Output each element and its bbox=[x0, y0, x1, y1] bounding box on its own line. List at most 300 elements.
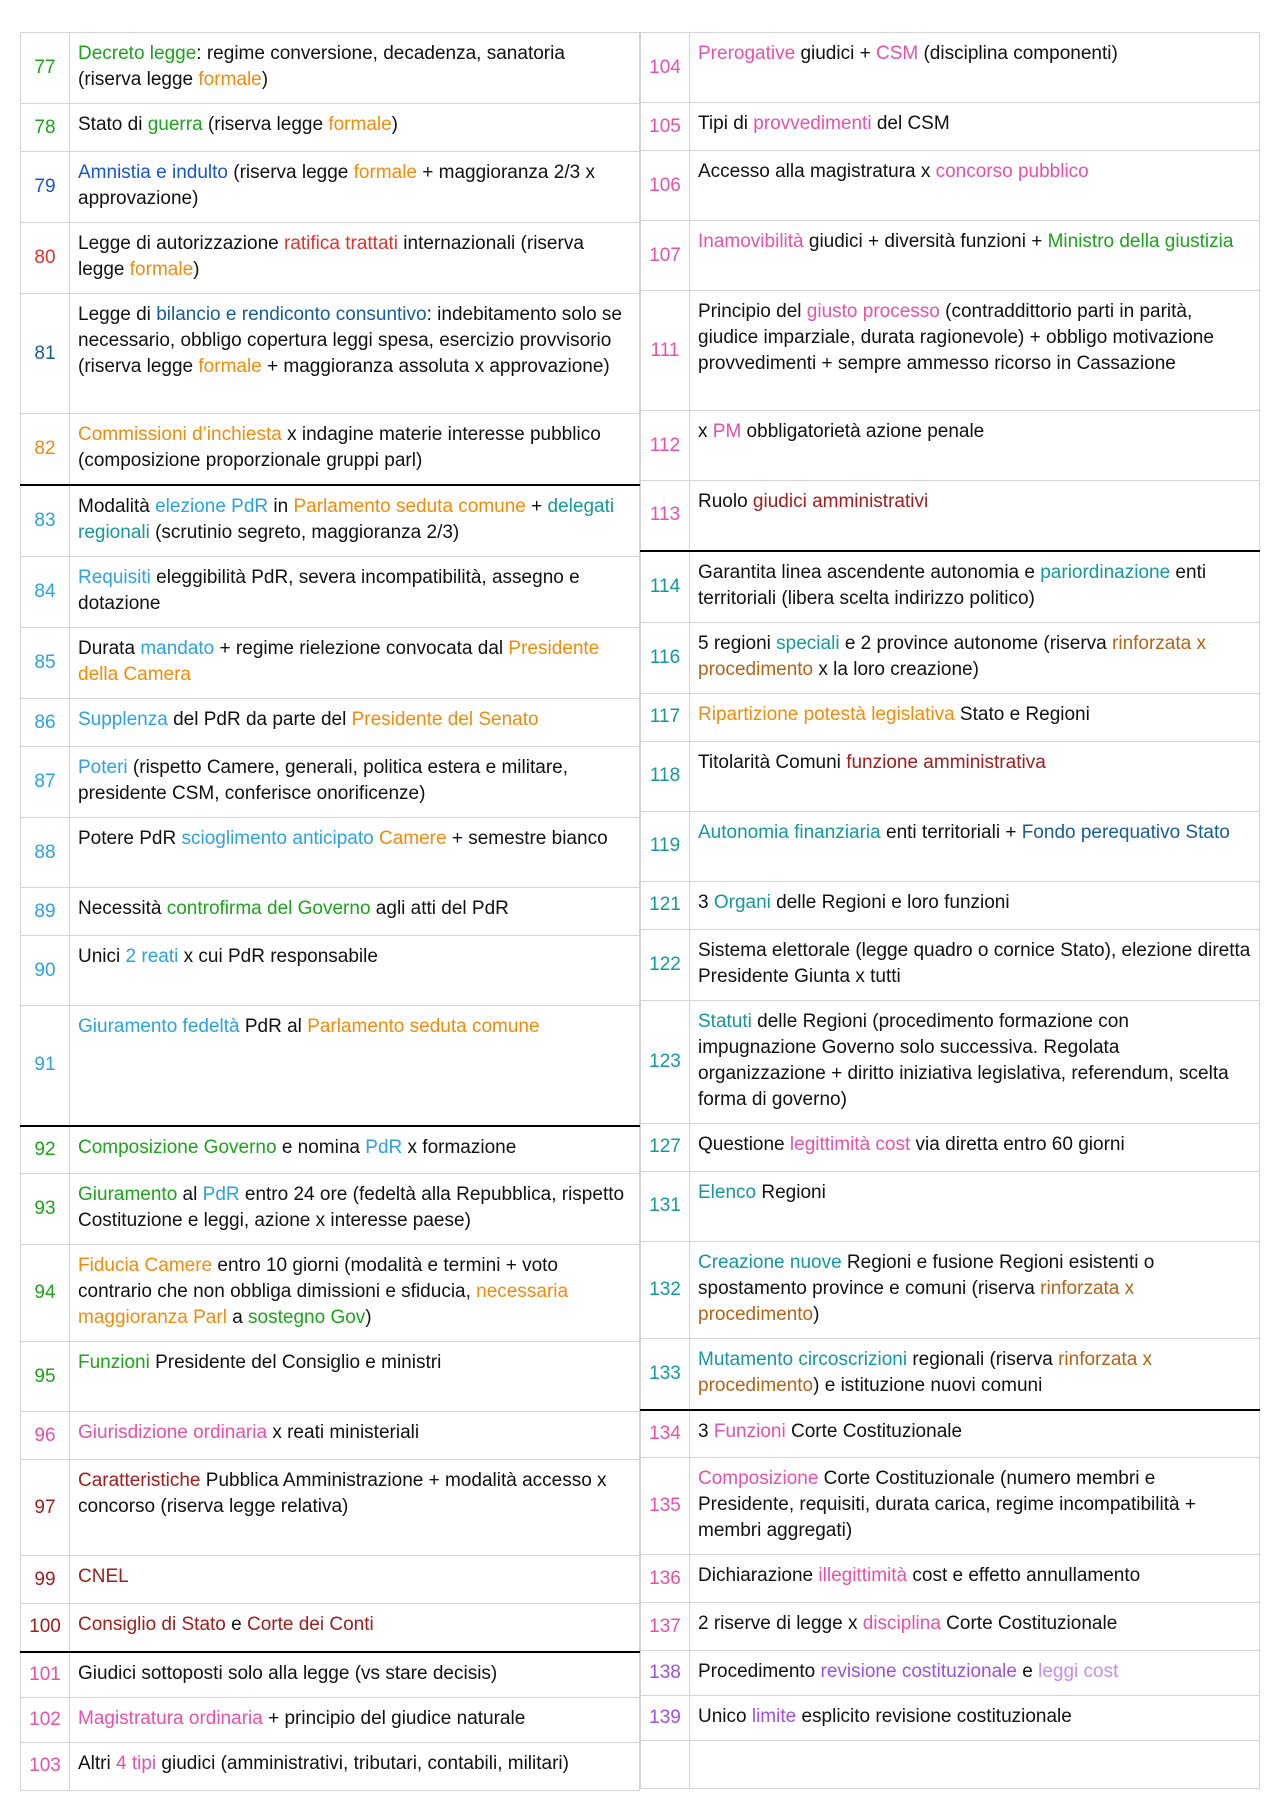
article-number-cell bbox=[21, 818, 70, 888]
description-segment: enti territoriali + bbox=[880, 821, 1022, 843]
article-number-cell bbox=[641, 1603, 690, 1651]
article-number-cell bbox=[641, 1458, 690, 1555]
description-segment: ratifica trattati bbox=[283, 233, 399, 254]
article-description bbox=[690, 811, 1260, 881]
article-description bbox=[70, 1556, 640, 1604]
article-number-cell bbox=[641, 481, 690, 551]
description-segment: giudici + diversità funzioni + bbox=[803, 231, 1048, 252]
article-description bbox=[70, 1006, 640, 1126]
description-segment: Camere bbox=[379, 828, 447, 849]
description-segment: entro 10 giorni (modalità e termini + voto contrario che non obbliga dimissioni e sfiducia, bbox=[78, 1255, 558, 1302]
description-segment: Stato e Regioni bbox=[954, 703, 1090, 725]
article-row bbox=[641, 929, 1260, 1000]
description-segment: speciali bbox=[776, 632, 840, 654]
description-segment: x reati ministeriali bbox=[267, 1422, 420, 1443]
article-description bbox=[690, 1410, 1260, 1458]
article-number-cell bbox=[641, 103, 690, 151]
description-segment: e bbox=[225, 1614, 247, 1635]
article-number-cell bbox=[21, 1174, 70, 1245]
article-description bbox=[70, 1460, 640, 1556]
description-segment: elezione PdR bbox=[155, 496, 269, 517]
article-number-cell bbox=[21, 1245, 70, 1342]
description-segment: Inamovibilità bbox=[698, 231, 804, 252]
article-number-cell bbox=[641, 1696, 690, 1741]
description-segment: Corte dei Conti bbox=[247, 1614, 374, 1635]
article-number-cell bbox=[21, 1412, 70, 1460]
article-description bbox=[690, 741, 1260, 811]
description-segment: + bbox=[525, 496, 548, 517]
description-segment: (disciplina componenti) bbox=[918, 43, 1118, 64]
description-segment: Parlamento seduta comune bbox=[293, 496, 526, 517]
description-segment: illegittimità bbox=[818, 1565, 908, 1586]
article-number: 85 bbox=[34, 652, 56, 673]
article-description bbox=[690, 622, 1260, 693]
article-number-cell bbox=[21, 1342, 70, 1412]
article-number-cell bbox=[641, 1171, 690, 1241]
article-row bbox=[21, 699, 640, 747]
description-segment: Legge di bbox=[78, 304, 157, 325]
article-description bbox=[70, 747, 640, 818]
description-segment: : indebitamento solo se necessario, obbligo copertura leggi spesa, esercizio provvisorio (riserva legge bbox=[78, 304, 622, 377]
description-segment: Magistratura ordinaria bbox=[78, 1707, 263, 1729]
article-row bbox=[21, 485, 640, 557]
description-segment: delle Regioni (procedimento formazione con impugnazione Governo solo successiva. Regolata organizzazione + diritto iniziativa legislativa, referendum, scelta forma di governo) bbox=[698, 1010, 1229, 1110]
article-description bbox=[690, 103, 1260, 151]
article-number: 97 bbox=[34, 1496, 56, 1518]
article-number-cell bbox=[641, 291, 690, 411]
description-segment: (rispetto Camere, generali, politica estera e militare, presidente CSM, conferisce onorificenze) bbox=[78, 757, 568, 804]
article-number: 103 bbox=[29, 1755, 61, 1776]
article-row bbox=[21, 1460, 640, 1556]
description-segment: Parlamento seduta comune bbox=[307, 1016, 540, 1037]
article-number: 133 bbox=[649, 1362, 681, 1384]
description-segment: Statuti bbox=[698, 1010, 752, 1032]
article-row bbox=[21, 1742, 640, 1790]
description-segment: guerra bbox=[147, 114, 203, 135]
article-number-cell bbox=[641, 221, 690, 291]
description-segment: legittimità cost bbox=[789, 1133, 911, 1155]
article-description bbox=[690, 551, 1260, 623]
description-segment: bilancio e rendiconto consuntivo bbox=[156, 304, 427, 325]
article-number-cell bbox=[641, 741, 690, 811]
description-segment: del PdR da parte del bbox=[167, 709, 352, 730]
article-description bbox=[690, 481, 1260, 551]
article-number: 123 bbox=[649, 1050, 681, 1072]
article-number: 139 bbox=[649, 1707, 681, 1728]
description-segment: Supplenza bbox=[78, 709, 168, 730]
description-segment: Commissioni d’inchiesta bbox=[78, 424, 282, 445]
description-segment: Corte Costituzionale bbox=[940, 1613, 1118, 1634]
description-segment: Giudici sottoposti solo alla legge (vs stare decisis) bbox=[78, 1662, 498, 1684]
description-segment: giusto processo bbox=[806, 301, 940, 322]
description-segment: Creazione nuove bbox=[698, 1251, 842, 1273]
description-segment: 2 reati bbox=[125, 946, 179, 967]
description-segment: formale bbox=[198, 69, 262, 90]
article-row bbox=[641, 103, 1260, 151]
article-number-cell bbox=[641, 929, 690, 1000]
article-row bbox=[21, 1697, 640, 1742]
description-segment: concorso pubblico bbox=[935, 161, 1089, 182]
article-number: 111 bbox=[650, 339, 680, 361]
description-segment: x formazione bbox=[402, 1136, 517, 1158]
description-segment: + maggioranza assoluta x approvazione) bbox=[261, 356, 610, 377]
article-row bbox=[21, 1342, 640, 1412]
description-segment: enti territoriali (libera scelta indirizzo politico) bbox=[698, 561, 1207, 609]
description-segment: CSM bbox=[875, 43, 919, 64]
description-segment: entro 24 ore (fedeltà alla Repubblica, rispetto Costituzione e leggi, azione x interesse paese) bbox=[78, 1184, 625, 1231]
description-segment: Ruolo bbox=[698, 491, 753, 512]
article-description bbox=[690, 881, 1260, 929]
description-segment: Durata bbox=[78, 638, 141, 659]
description-segment: in bbox=[268, 496, 294, 517]
article-number-cell bbox=[641, 1000, 690, 1123]
description-segment: disciplina bbox=[862, 1613, 941, 1634]
article-description bbox=[70, 1245, 640, 1342]
description-segment: al bbox=[177, 1184, 203, 1205]
description-segment: necessaria maggioranza Parl bbox=[78, 1281, 569, 1328]
article-number: 113 bbox=[649, 504, 681, 526]
article-number: 87 bbox=[34, 771, 56, 792]
description-segment: Pubblica Amministrazione + modalità accesso x concorso (riserva legge relativa) bbox=[78, 1470, 607, 1517]
article-row bbox=[641, 1410, 1260, 1458]
article-number-cell bbox=[641, 693, 690, 741]
description-segment: x bbox=[698, 421, 713, 442]
description-segment: rinforzata x procedimento bbox=[698, 1348, 1153, 1396]
article-number-cell bbox=[21, 485, 70, 557]
description-segment: Dichiarazione bbox=[698, 1565, 819, 1586]
description-segment: provvedimenti bbox=[753, 113, 872, 134]
article-description bbox=[690, 411, 1260, 481]
description-segment: esplicito revisione costituzionale bbox=[796, 1706, 1072, 1727]
article-description bbox=[690, 1651, 1260, 1696]
description-segment: Potere PdR bbox=[78, 828, 182, 849]
description-segment: Corte Costituzionale (numero membri e Presidente, requisiti, durata carica, regime incompatibilità + membri aggregati) bbox=[698, 1468, 1196, 1541]
article-row bbox=[641, 1651, 1260, 1696]
article-description bbox=[690, 1338, 1260, 1410]
article-description bbox=[70, 414, 640, 486]
article-number-cell bbox=[641, 1123, 690, 1171]
article-number: 94 bbox=[34, 1282, 56, 1303]
article-number: 96 bbox=[34, 1424, 56, 1446]
description-segment: ) bbox=[813, 1303, 820, 1325]
article-number: 137 bbox=[649, 1615, 681, 1637]
article-number: 135 bbox=[649, 1495, 681, 1516]
description-segment: Giurisdizione ordinaria bbox=[78, 1422, 268, 1443]
description-segment: (contraddittorio parti in parità, giudice imparziale, durata ragionevole) + obbligo motivazione provvedimenti + sempre ammesso ricorso in Cassazione bbox=[698, 301, 1214, 374]
description-segment: Mutamento circoscrizioni bbox=[698, 1348, 908, 1370]
description-segment: scioglimento anticipato bbox=[181, 828, 374, 849]
article-row bbox=[21, 557, 640, 628]
description-segment: regionali (riserva bbox=[907, 1348, 1059, 1370]
article-description bbox=[690, 151, 1260, 221]
article-number: 90 bbox=[34, 959, 56, 981]
article-row bbox=[641, 411, 1260, 481]
article-row bbox=[641, 622, 1260, 693]
description-segment: x la loro creazione) bbox=[813, 658, 979, 680]
description-segment: Consiglio di Stato bbox=[78, 1614, 226, 1635]
article-number: 91 bbox=[34, 1054, 56, 1076]
description-segment: Organi bbox=[713, 891, 771, 913]
article-row bbox=[641, 291, 1260, 411]
description-segment: giudici amministrativi bbox=[752, 491, 929, 512]
description-segment: Autonomia finanziaria bbox=[698, 821, 881, 843]
article-number: 95 bbox=[34, 1365, 56, 1387]
description-segment: PdR bbox=[365, 1136, 403, 1158]
description-segment: delle Regioni e loro funzioni bbox=[770, 891, 1010, 913]
article-number: 118 bbox=[649, 765, 681, 786]
article-row bbox=[21, 1126, 640, 1174]
article-number: 101 bbox=[29, 1663, 61, 1685]
description-segment: (riserva legge bbox=[202, 114, 329, 135]
article-number-cell bbox=[21, 104, 70, 152]
description-segment: formale bbox=[328, 114, 392, 135]
article-number-cell bbox=[21, 936, 70, 1006]
article-number: 117 bbox=[649, 706, 681, 727]
article-number-cell bbox=[21, 1742, 70, 1790]
description-segment: ) bbox=[261, 69, 269, 90]
article-number: 78 bbox=[34, 116, 56, 138]
article-number: 122 bbox=[649, 953, 681, 975]
article-number: 93 bbox=[34, 1198, 56, 1219]
description-segment: delegati regionali bbox=[78, 496, 615, 543]
article-description bbox=[70, 1742, 640, 1790]
description-segment: Funzioni bbox=[713, 1420, 786, 1442]
article-number: 89 bbox=[34, 900, 56, 922]
description-segment: x cui PdR responsabile bbox=[178, 946, 378, 967]
description-segment: Unico bbox=[698, 1706, 752, 1727]
description-segment: Corte Costituzionale bbox=[785, 1420, 963, 1442]
article-row bbox=[21, 1006, 640, 1126]
description-segment: Garantita linea ascendente autonomia e bbox=[698, 561, 1041, 583]
description-segment: Decreto legge bbox=[78, 43, 197, 64]
description-segment: eleggibilità PdR, severa incompatibilità, assegno e dotazione bbox=[78, 567, 580, 614]
article-description bbox=[70, 1412, 640, 1460]
description-segment: PdR al bbox=[239, 1016, 308, 1037]
article-number: 77 bbox=[34, 57, 56, 78]
article-row bbox=[21, 936, 640, 1006]
description-segment: Giuramento fedeltà bbox=[78, 1016, 240, 1037]
description-segment: : regime conversione, decadenza, sanatoria (riserva legge bbox=[78, 43, 565, 90]
article-description bbox=[690, 1555, 1260, 1603]
article-number: 136 bbox=[649, 1567, 681, 1589]
description-segment: PdR bbox=[202, 1184, 240, 1205]
article-number-cell bbox=[641, 1410, 690, 1458]
article-number: 86 bbox=[34, 711, 56, 733]
article-description bbox=[70, 1126, 640, 1174]
article-number: 121 bbox=[649, 894, 681, 915]
article-row bbox=[21, 104, 640, 152]
description-segment: formale bbox=[198, 356, 262, 377]
description-segment: controfirma del Governo bbox=[166, 898, 371, 919]
article-description bbox=[690, 693, 1260, 741]
article-number-cell bbox=[641, 1651, 690, 1696]
description-segment: 3 bbox=[698, 1420, 714, 1442]
description-segment: Necessità bbox=[78, 898, 167, 919]
description-segment: revisione costituzionale bbox=[820, 1661, 1017, 1682]
article-number: 88 bbox=[34, 841, 56, 863]
description-segment: ) bbox=[391, 114, 398, 135]
article-description bbox=[690, 1696, 1260, 1741]
article-number: 84 bbox=[34, 581, 56, 602]
article-number: 102 bbox=[29, 1708, 61, 1730]
article-number: 112 bbox=[649, 434, 681, 456]
article-row bbox=[641, 1555, 1260, 1603]
description-segment: Prerogative bbox=[698, 43, 796, 64]
description-segment: Tipi di bbox=[698, 113, 754, 134]
article-description bbox=[70, 485, 640, 557]
article-row bbox=[641, 221, 1260, 291]
article-number-cell bbox=[21, 1652, 70, 1698]
description-segment: internazionali (riserva legge bbox=[78, 233, 584, 280]
article-row bbox=[641, 1241, 1260, 1338]
description-segment: Accesso alla magistratura x bbox=[698, 161, 936, 182]
article-number-cell bbox=[641, 811, 690, 881]
article-number: 100 bbox=[29, 1616, 61, 1638]
description-segment: Fiducia Camere bbox=[78, 1255, 213, 1276]
article-number-cell bbox=[21, 747, 70, 818]
article-description bbox=[690, 291, 1260, 411]
article-description bbox=[70, 936, 640, 1006]
article-description bbox=[70, 1604, 640, 1652]
article-row bbox=[21, 628, 640, 699]
article-description bbox=[690, 1000, 1260, 1123]
article-row bbox=[641, 33, 1260, 103]
description-segment: Composizione bbox=[698, 1468, 819, 1489]
article-number: 134 bbox=[649, 1422, 681, 1444]
article-number-cell bbox=[21, 152, 70, 223]
description-segment: x indagine materie interesse pubblico (composizione proporzionale gruppi parl) bbox=[78, 424, 601, 471]
article-number-cell bbox=[21, 294, 70, 414]
article-number-cell bbox=[641, 1338, 690, 1410]
description-segment: Presidente della Camera bbox=[78, 638, 600, 685]
article-row bbox=[21, 223, 640, 294]
article-row bbox=[641, 1171, 1260, 1241]
article-description bbox=[690, 1241, 1260, 1338]
article-row bbox=[641, 741, 1260, 811]
description-segment: Legge di autorizzazione bbox=[78, 233, 284, 254]
article-number-cell bbox=[641, 881, 690, 929]
description-segment: e nomina bbox=[276, 1136, 366, 1158]
description-segment: sostegno Gov bbox=[248, 1307, 366, 1328]
article-description bbox=[690, 929, 1260, 1000]
description-segment: (scrutinio segreto, maggioranza 2/3) bbox=[149, 522, 460, 543]
article-description bbox=[690, 1741, 1260, 1789]
article-row bbox=[21, 294, 640, 414]
article-row bbox=[641, 1338, 1260, 1410]
description-segment: + principio del giudice naturale bbox=[262, 1707, 526, 1729]
article-row bbox=[641, 693, 1260, 741]
article-number: 114 bbox=[649, 575, 681, 597]
article-row bbox=[641, 1000, 1260, 1123]
article-number-cell bbox=[641, 151, 690, 221]
article-number: 92 bbox=[34, 1138, 56, 1160]
article-row bbox=[21, 1412, 640, 1460]
description-segment: formale bbox=[353, 162, 417, 183]
article-description bbox=[70, 294, 640, 414]
description-segment: agli atti del PdR bbox=[370, 898, 509, 919]
article-row bbox=[641, 881, 1260, 929]
article-number: 83 bbox=[34, 510, 56, 531]
article-number-cell bbox=[21, 414, 70, 486]
description-segment: ) bbox=[365, 1307, 372, 1328]
article-row bbox=[21, 1245, 640, 1342]
article-description bbox=[70, 1652, 640, 1698]
article-number-cell bbox=[21, 1556, 70, 1604]
article-description bbox=[690, 1458, 1260, 1555]
article-row bbox=[641, 1696, 1260, 1741]
description-segment: Sistema elettorale (legge quadro o cornice Stato), elezione diretta Presidente Giunta x tutti bbox=[698, 939, 1251, 987]
article-number: 119 bbox=[649, 835, 681, 856]
article-description bbox=[70, 888, 640, 936]
article-number-cell bbox=[21, 1460, 70, 1556]
article-number-cell bbox=[21, 557, 70, 628]
description-segment: ) bbox=[193, 259, 200, 280]
article-row bbox=[21, 888, 640, 936]
description-segment: + maggioranza 2/3 x approvazione) bbox=[78, 162, 595, 209]
article-number: 127 bbox=[649, 1136, 681, 1157]
article-description bbox=[70, 818, 640, 888]
article-description bbox=[70, 1174, 640, 1245]
description-segment: Unici bbox=[78, 946, 126, 967]
article-row bbox=[641, 481, 1260, 551]
article-row bbox=[21, 414, 640, 486]
article-description bbox=[70, 1342, 640, 1412]
article-description bbox=[70, 33, 640, 104]
description-segment: formale bbox=[129, 259, 194, 280]
article-description bbox=[70, 699, 640, 747]
article-description bbox=[70, 628, 640, 699]
article-number-cell bbox=[21, 628, 70, 699]
description-segment: Giuramento bbox=[78, 1184, 178, 1205]
article-number-cell bbox=[641, 1241, 690, 1338]
article-row bbox=[641, 551, 1260, 623]
article-description bbox=[690, 1123, 1260, 1171]
article-number: 138 bbox=[649, 1662, 681, 1683]
article-number: 106 bbox=[649, 174, 681, 196]
article-row bbox=[21, 818, 640, 888]
description-segment: a bbox=[226, 1307, 249, 1328]
description-segment: Fondo perequativo Stato bbox=[1021, 821, 1230, 843]
description-segment: Requisiti bbox=[78, 567, 151, 588]
description-segment: rinforzata x procedimento bbox=[698, 1277, 1135, 1325]
description-segment: Altri bbox=[78, 1752, 116, 1774]
article-number-cell bbox=[641, 411, 690, 481]
articles-sheet bbox=[20, 32, 1260, 1791]
description-segment: + semestre bianco bbox=[446, 828, 608, 849]
article-number: 105 bbox=[649, 115, 681, 137]
description-segment: Procedimento bbox=[698, 1661, 821, 1682]
right-column bbox=[640, 32, 1260, 1791]
article-row bbox=[21, 1556, 640, 1604]
article-row bbox=[21, 152, 640, 223]
article-number-cell bbox=[21, 699, 70, 747]
description-segment: 5 regioni bbox=[698, 632, 777, 654]
description-segment: via diretta entro 60 giorni bbox=[910, 1133, 1125, 1155]
article-number-cell bbox=[641, 33, 690, 103]
description-segment: rinforzata x procedimento bbox=[698, 632, 1206, 680]
description-segment: limite bbox=[751, 1706, 797, 1727]
article-number-cell bbox=[21, 888, 70, 936]
article-description bbox=[70, 152, 640, 223]
article-number-cell bbox=[641, 1555, 690, 1603]
article-number: 131 bbox=[649, 1195, 681, 1216]
description-segment: 3 bbox=[698, 891, 714, 913]
article-description bbox=[70, 557, 640, 628]
article-number: 104 bbox=[649, 56, 681, 78]
article-row bbox=[21, 1652, 640, 1698]
description-segment: del CSM bbox=[871, 113, 950, 134]
article-number-cell bbox=[641, 622, 690, 693]
